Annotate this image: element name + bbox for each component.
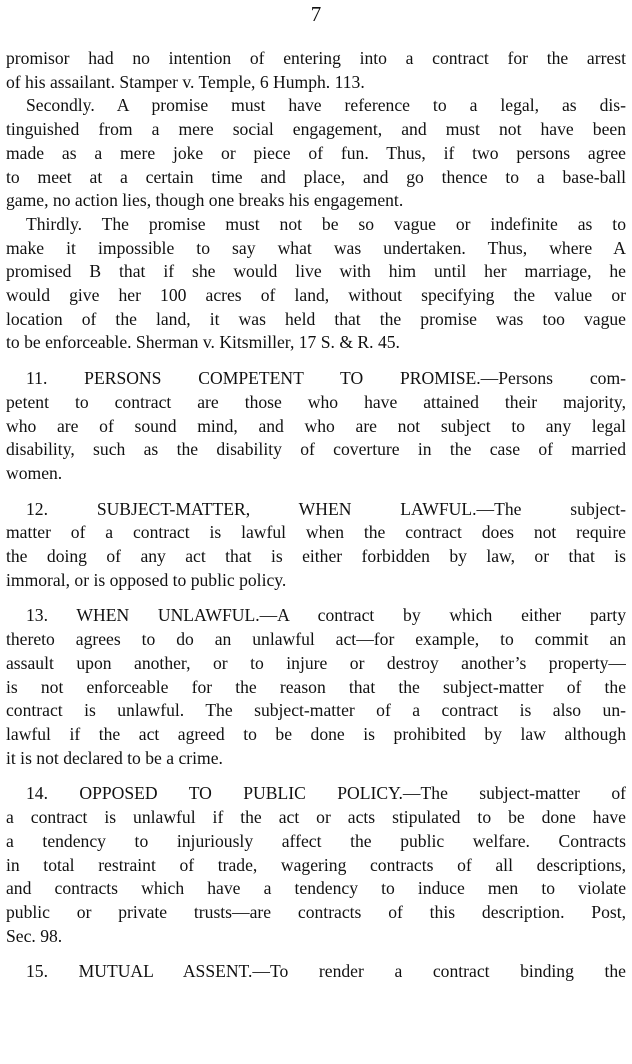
text-line: it is not declared to be a crime. (6, 747, 223, 768)
text-line: to meet at a certain time and place, and go thence to a base-ball (6, 166, 626, 187)
text-line: thereto agrees to do an unlawful act—for example, to commit an (6, 629, 626, 650)
text-line: is not enforceable for the reason that the subject-matter of the (6, 676, 626, 697)
page-number: 7 (310, 2, 322, 26)
section-13-when-unlawful (6, 604, 626, 770)
text-line: matter of a contract is lawful when the contract does not require (6, 522, 626, 543)
text-line: lawful if the act agreed to be done is prohibited by law although (6, 723, 626, 744)
text-line: Sec. 98. (6, 925, 63, 946)
text-line: promisor had no intention of entering into a contract for the arrest (6, 48, 626, 68)
text-line: promised B that if she would live with him until her marriage, he (6, 261, 626, 282)
text-line: Secondly. A promise must have reference to a legal, as dis- (26, 95, 626, 116)
text-line: in total restraint of trade, wagering contracts of all descriptions, (6, 854, 626, 875)
text-line: make it impossible to say what was undertaken. Thus, where A (6, 237, 626, 258)
text-line: would give her 100 acres of land, without specifying the value or (6, 285, 626, 306)
text-line: of his assailant. Stamper v. Temple, 6 Humph. 113. (6, 71, 365, 92)
text-line: game, no action lies, though one breaks his engagement. (6, 190, 404, 211)
text-line: a tendency to injuriously affect the public welfare. Contracts (6, 830, 626, 851)
text-line: public or private trusts—are contracts of this description. Post, (6, 901, 626, 922)
section-11-persons-competent (6, 367, 626, 486)
text-line: Thirdly. The promise must not be so vague or indefinite as to (26, 213, 626, 234)
section-heading-line: 13. WHEN UNLAWFUL.—A contract by which either party (26, 605, 626, 626)
text-line: made as a mere joke or piece of fun. Thus, if two persons agree (6, 142, 626, 163)
section-14-public-policy (6, 782, 626, 948)
text-line: assault upon another, or to injure or destroy another’s property— (6, 652, 626, 673)
section-heading-line: 14. OPPOSED TO PUBLIC POLICY.—The subject-matter of (26, 783, 626, 804)
paragraph-secondly (6, 94, 626, 213)
section-15-mutual-assent (6, 960, 626, 984)
text-line: tinguished from a mere social engagement, and must not have been (6, 119, 626, 140)
paragraph-thirdly (6, 213, 626, 355)
section-heading-line: 12. SUBJECT-MATTER, WHEN LAWFUL.—The subject- (26, 498, 626, 519)
text-line: contract is unlawful. The subject-matter of a contract is also un- (6, 700, 626, 721)
section-heading-line: 11. PERSONS COMPETENT TO PROMISE.—Persons com- (26, 368, 626, 389)
text-line: who are of sound mind, and who are not subject to any legal (6, 415, 626, 436)
text-line: and contracts which have a tendency to induce men to violate (6, 878, 626, 899)
text-line: to be enforceable. Sherman v. Kitsmiller, 17 S. & R. 45. (6, 332, 400, 353)
text-line: location of the land, it was held that the promise was too vague (6, 308, 626, 329)
text-line: women. (6, 462, 63, 483)
text-line: the doing of any act that is either forbidden by law, or that is (6, 546, 626, 567)
text-line: disability, such as the disability of coverture in the case of married (6, 439, 626, 460)
text-line: immoral, or is opposed to public policy. (6, 569, 287, 590)
book-page (6, 0, 626, 1064)
paragraph-intent-continuation (6, 47, 626, 94)
section-12-subject-matter-lawful (6, 498, 626, 593)
section-heading-line: 15. MUTUAL ASSENT.—To render a contract binding the (26, 961, 626, 982)
text-line: a contract is unlawful if the act or acts stipulated to be done have (6, 807, 626, 828)
text-line: petent to contract are those who have attained their majority, (6, 391, 626, 412)
